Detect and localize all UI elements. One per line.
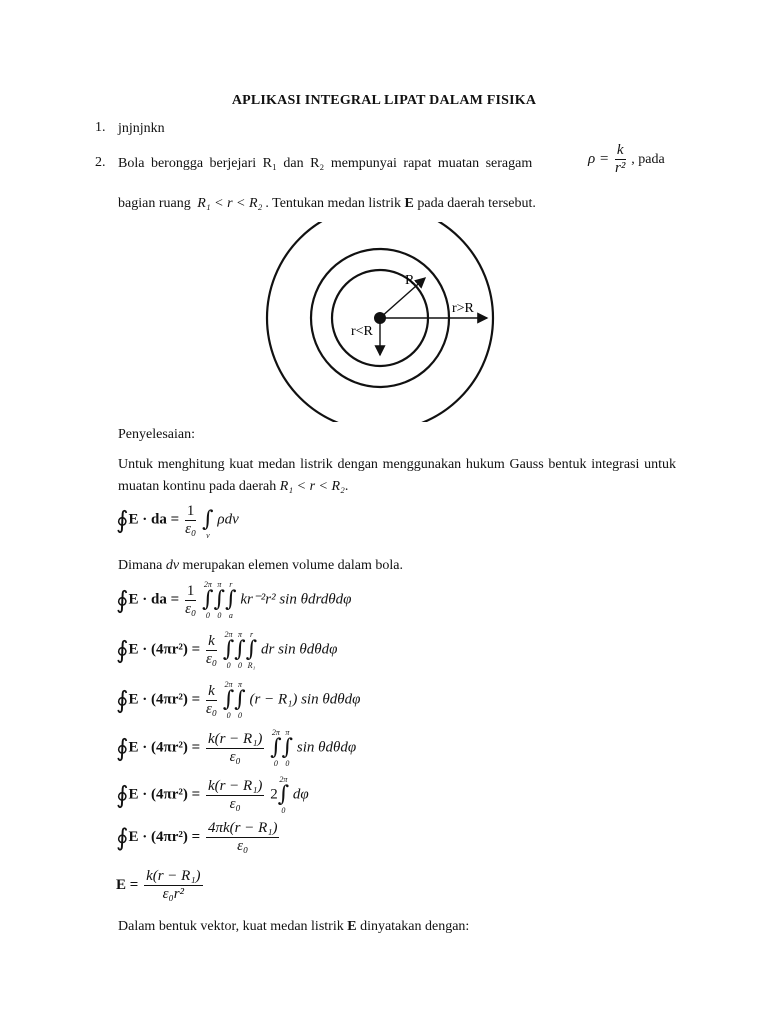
eq7-fraction <box>206 820 280 855</box>
eq4-numerator: k <box>206 683 217 701</box>
pada-text: , pada <box>631 151 665 167</box>
eq2-numerator: 1 <box>186 582 195 599</box>
eq6-coefficient: 2 <box>270 786 278 803</box>
rho-numerator: k <box>616 142 624 158</box>
solution-heading: Penyelesaian: <box>118 427 195 442</box>
equation-5 <box>116 728 356 768</box>
eq6-numerator: k(r − R₁) <box>207 777 263 794</box>
eq1-denominator: ε₀ <box>185 520 197 537</box>
equation-7 <box>116 820 281 855</box>
eq1-numerator: 1 <box>186 502 195 519</box>
solution-paragraph <box>118 454 676 498</box>
closed-integral-icon: ∮ <box>116 506 129 534</box>
eq7-numerator: 4πk(r − R₁) <box>207 820 278 836</box>
label-r-greater-R: r>R <box>452 301 474 316</box>
equation-3 <box>116 630 337 670</box>
item-2-line-1-text: Bola berongga berjejari R₁ dan R₂ mempunyai rapat muatan seragam <box>118 156 533 171</box>
dimana-line <box>118 557 403 575</box>
closed-integral-icon: ∮ <box>116 586 129 614</box>
eq6-rhs: dφ <box>292 786 309 803</box>
radius-R-arrow <box>380 278 425 318</box>
eq6-integral-phi: 2π ∫ 0 <box>277 775 290 815</box>
equation-2 <box>116 580 351 620</box>
eq1-lhs: E · da = <box>128 511 180 528</box>
eq5-integral-theta: π ∫ 0 <box>281 728 294 768</box>
eq6-denominator: ε₀ <box>229 795 241 812</box>
dimana-prefix: Dimana <box>118 558 163 573</box>
line-2-end: pada daerah tersebut. <box>417 196 536 211</box>
rho-denominator: r² <box>614 160 626 176</box>
item-2-line-1 <box>118 155 588 173</box>
vector-line-text: Dalam bentuk vektor, kuat medan listrik <box>118 919 344 934</box>
eq5-lhs: E · (4πr²) = <box>128 739 201 756</box>
eq5-denominator: ε₀ <box>229 748 241 765</box>
eq7-lhs: E · (4πr²) = <box>128 828 201 845</box>
eq1-integral: ∫ v <box>202 507 214 540</box>
document-title: APLIKASI INTEGRAL LIPAT DALAM FISIKA <box>231 93 537 108</box>
closed-integral-icon: ∮ <box>116 636 129 664</box>
closed-integral-icon: ∮ <box>116 781 129 809</box>
eq2-integral-phi: 2π ∫ 0 <box>202 580 214 620</box>
rho-fraction <box>615 142 626 177</box>
dimana-dv: dv <box>165 558 180 573</box>
equation-6 <box>116 775 309 815</box>
item-1-text: jnjnjnkn <box>118 121 165 136</box>
eq3-integral-phi: 2π ∫ 0 <box>222 630 235 670</box>
eq2-rhs: kr⁻²r² sin θdrdθdφ <box>240 591 352 608</box>
eq4-rhs: (r − R₁) sin θdθdφ <box>249 691 361 708</box>
equation-8 <box>116 868 205 903</box>
eq8-fraction <box>144 868 203 903</box>
eq3-numerator: k <box>206 633 217 651</box>
eq2-integral-r: r ∫ a <box>225 580 237 620</box>
concentric-spheres-diagram <box>255 222 515 422</box>
vector-E-symbol: E <box>347 919 357 934</box>
eq3-fraction <box>206 633 217 668</box>
eq6-lhs: E · (4πr²) = <box>128 786 201 803</box>
eq1-fraction <box>185 503 197 538</box>
dimana-suffix: merupakan elemen volume dalam bola. <box>182 558 403 573</box>
eq8-denominator: ε₀r² <box>162 886 185 902</box>
vector-line-end: dinyatakan dengan: <box>360 919 470 934</box>
equation-1 <box>116 500 239 540</box>
rho-label: ρ = <box>588 150 610 167</box>
equation-4 <box>116 680 360 720</box>
eq2-lhs: E · da = <box>128 591 180 608</box>
item-2-number: 2. <box>95 155 106 170</box>
line-2-prefix: bagian ruang <box>118 196 191 211</box>
eq5-numerator: k(r − R₁) <box>207 730 263 747</box>
eq1-lower-limit: v <box>206 531 210 540</box>
solution-range: R₁ < r < R₂ <box>279 479 345 494</box>
eq4-lhs: E · (4πr²) = <box>128 691 201 708</box>
range-expression: R₁ < r < R₂ <box>197 196 263 211</box>
eq2-fraction <box>185 583 197 618</box>
eq4-denominator: ε₀ <box>205 700 218 717</box>
eq5-integral-phi: 2π ∫ 0 <box>270 728 282 768</box>
eq3-lhs: E · (4πr²) = <box>128 641 201 658</box>
solution-paragraph-end: . <box>344 479 349 494</box>
solution-paragraph-text: Untuk menghitung kuat medan listrik dengan menggunakan hukum Gauss bentuk integrasi untuk muatan kontinu pada daerah <box>118 457 676 494</box>
eq3-integral-r: r ∫ R₁ <box>245 630 258 670</box>
item-2-line-2 <box>118 195 536 213</box>
eq2-integral-theta: π ∫ 0 <box>213 580 226 620</box>
eq7-denominator: ε₀ <box>237 838 249 854</box>
label-r-less-R: r<R <box>351 324 373 339</box>
eq3-denominator: ε₀ <box>205 650 218 667</box>
vector-form-line <box>118 918 469 936</box>
rho-formula <box>588 142 665 177</box>
eq8-numerator: k(r − R₁) <box>146 868 201 884</box>
eq5-rhs: sin θdθdφ <box>296 739 357 756</box>
eq3-rhs: dr sin θdθdφ <box>260 641 338 658</box>
eq6-fraction <box>206 778 265 813</box>
closed-integral-icon: ∮ <box>116 734 129 762</box>
eq2-denominator: ε₀ <box>185 600 197 617</box>
closed-integral-icon: ∮ <box>116 686 129 714</box>
line-2-mid: . Tentukan medan listrik <box>265 196 402 211</box>
eq5-fraction <box>206 731 265 766</box>
eq8-lhs: E = <box>116 876 139 893</box>
item-1-number: 1. <box>95 120 106 135</box>
eq3-integral-theta: π ∫ 0 <box>234 630 246 670</box>
field-symbol-E: E <box>404 196 414 211</box>
eq4-fraction <box>206 683 217 718</box>
eq4-integral-theta: π ∫ 0 <box>234 680 246 720</box>
eq1-rhs: ρdv <box>217 511 239 528</box>
eq4-integral-phi: 2π ∫ 0 <box>222 680 235 720</box>
label-R: R <box>405 273 415 288</box>
closed-integral-icon: ∮ <box>116 823 129 852</box>
